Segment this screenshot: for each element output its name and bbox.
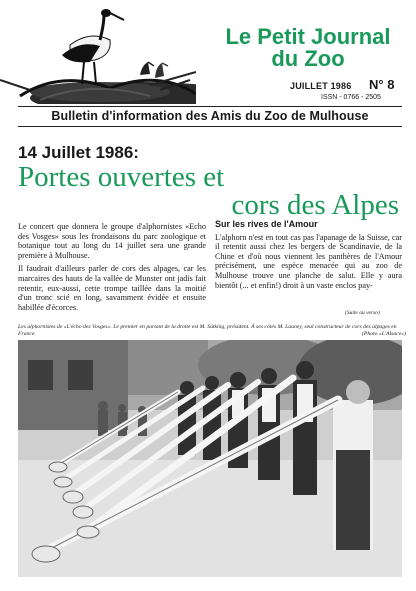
headline-line2: cors des Alpes bbox=[231, 189, 399, 221]
headline-line1: Portes ouvertes et bbox=[18, 161, 225, 193]
issue-number: N° 8 bbox=[369, 77, 395, 92]
issn: ISSN - 0766 - 2505 bbox=[321, 94, 381, 101]
journal-title-line2: du Zoo bbox=[271, 46, 345, 71]
stork-nest-photo bbox=[0, 0, 196, 104]
article-column-left bbox=[18, 222, 206, 316]
divider-bottom bbox=[18, 126, 402, 127]
divider-top bbox=[18, 106, 402, 107]
article-paragraph: L'alphorn n'est en tout cas pas l'apanage de la Suisse, car il retentit aussi chez les bergers de Scandinavie, de la Chine et d'où nous viennent les panthères de l'Amour précisément, une espèce menacée qui au zoo de Mulhouse trouve une planche de salut. Elle y aura bientôt (... et enfin!) droit à un vaste enclos pay- bbox=[215, 232, 402, 290]
article-paragraph: Il faudrait d'ailleurs parler de cors des alpages, car les marcaires des hauts de la vallée de Munster ont jadis fait retentir, eux-aussi, cette trompe taillée dans la moitié d'un tronc scié en long, savamment évidée et ensuite habillée d'écorces. bbox=[18, 264, 206, 312]
article-date-heading: 14 Juillet 1986: bbox=[18, 143, 139, 162]
article-headline bbox=[18, 163, 402, 219]
photo-credit: (Photo «L'Alsace») bbox=[362, 331, 407, 337]
alphorn-players-photo bbox=[18, 340, 402, 577]
continued-note: (Suite au verso) bbox=[345, 310, 380, 316]
bulletin-tagline: Bulletin d'information des Amis du Zoo de Mulhouse bbox=[51, 109, 369, 123]
issue-date: JUILLET 1986 bbox=[290, 81, 352, 91]
article-column-right bbox=[215, 220, 402, 290]
article-paragraph: Le concert que donnera le groupe d'alphornistes «Echo des Vosges» sous les frondaisons du parc zoologique et botanique tout au long du 14 juillet sera une grande première à Mulhouse. bbox=[18, 222, 206, 260]
subheading: Sur les rives de l'Amour bbox=[215, 219, 318, 229]
photo-caption: Les alphornistes de «L'écho des Vosges». Le premier en partant de la droite est M. Sütking, président. À ses côtés M. Launey, seul constructeur de cors des alpages en France. bbox=[18, 324, 397, 337]
journal-title bbox=[210, 26, 406, 70]
journal-title-line1: Le Petit Journal bbox=[225, 24, 391, 49]
